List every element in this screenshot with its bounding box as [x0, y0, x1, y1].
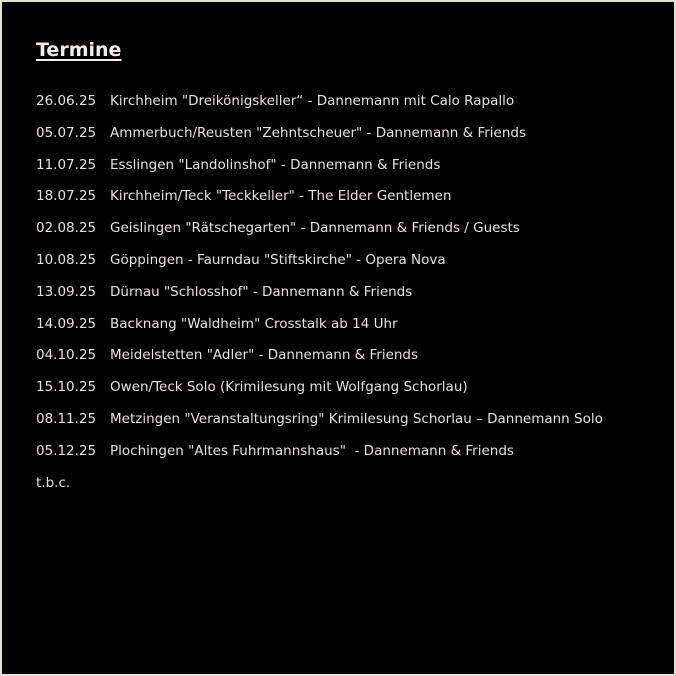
event-description: Owen/Teck Solo (Krimilesung mit Wolfgang Schorlau)	[110, 379, 468, 396]
event-description: Backnang "Waldheim" Crosstalk ab 14 Uhr	[110, 315, 398, 332]
event-date: 05.12.25	[36, 442, 97, 459]
event-description: Ammerbuch/Reusten "Zehntscheuer" - Dannemann & Friends	[110, 124, 527, 141]
event-date: 26.06.25	[36, 93, 97, 109]
event-date: 14.09.25	[36, 315, 97, 332]
event-description: Esslingen "Landolinshof" - Dannemann & Friends	[110, 156, 441, 173]
event-row	[36, 124, 603, 156]
event-description: Kirchheim/Teck "Teckkeller" - The Elder Gentlemen	[110, 188, 452, 205]
tbc-note: t.b.c.	[36, 475, 71, 491]
event-date: 04.10.25	[36, 347, 97, 364]
event-row	[36, 187, 603, 219]
event-date: 02.08.25	[36, 220, 97, 237]
event-description: Metzingen "Veranstaltungsring" Krimilesung Schorlau – Dannemann Solo	[110, 410, 603, 427]
event-description: Dürnau "Schlosshof" - Dannemann & Friends	[110, 283, 413, 300]
event-row	[36, 283, 603, 315]
event-row	[36, 251, 603, 283]
event-description: Göppingen - Faurndau "Stiftskirche" - Opera Nova	[110, 251, 446, 268]
event-date: 13.09.25	[36, 283, 97, 300]
event-date: 05.07.25	[36, 124, 97, 141]
event-description: Geislingen "Rätschegarten" - Dannemann & Friends / Guests	[110, 220, 520, 237]
event-date: 11.07.25	[36, 156, 97, 173]
event-date: 10.08.25	[36, 251, 97, 268]
event-row	[36, 315, 603, 347]
event-description: Kirchheim "Dreikönigskeller“ - Dannemann mit Calo Rapallo	[110, 93, 515, 109]
event-list	[36, 92, 603, 474]
event-row	[36, 219, 603, 251]
event-row	[36, 442, 603, 474]
event-description: Meidelstetten "Adler" - Dannemann & Friends	[110, 347, 419, 364]
event-date: 08.11.25	[36, 410, 97, 427]
event-date: 15.10.25	[36, 379, 97, 396]
event-row	[36, 346, 603, 378]
event-row	[36, 156, 603, 188]
event-row	[36, 410, 603, 442]
event-row	[36, 92, 603, 124]
page-title: Termine	[36, 39, 122, 61]
event-row	[36, 378, 603, 410]
event-date: 18.07.25	[36, 188, 97, 205]
event-description: Plochingen "Altes Fuhrmannshaus" - Dannemann & Friends	[110, 442, 514, 459]
